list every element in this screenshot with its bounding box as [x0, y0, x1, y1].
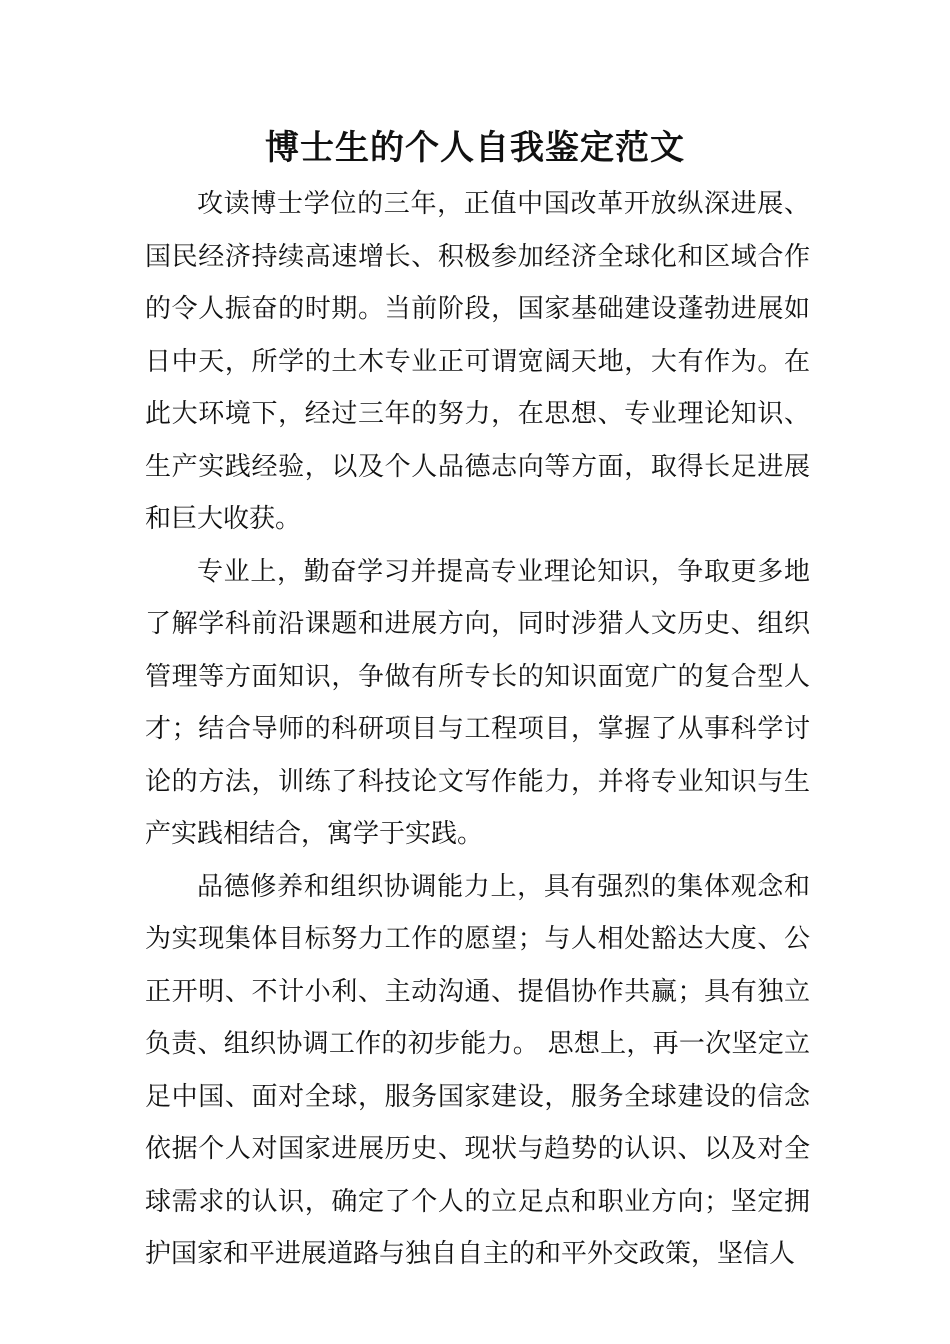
document-body [145, 178, 810, 1281]
document-title: 博士生的个人自我鉴定范文 [265, 128, 685, 168]
paragraph-intro: 攻读博士学位的三年，正值中国改革开放纵深进展、国民经济持续高速增长、积极参加经济全球化和区域合作的令人振奋的时期。当前阶段，国家基础建设蓬勃进展如日中天，所学的土木专业正可谓宽阔天地，大有作为。在此大环境下，经过三年的努力，在思想、专业理论知识、生产实践经验，以及个人品德志向等方面，取得长足进展和巨大收获。 [145, 189, 810, 534]
paragraph-professional: 专业上，勤奋学习并提高专业理论知识，争取更多地了解学科前沿课题和进展方向，同时涉猎人文历史、组织管理等方面知识，争做有所专长的知识面宽广的复合型人才；结合导师的科研项目与工程项目，掌握了从事科学讨论的方法，训练了科技论文写作能力，并将专业知识与生产实践相结合，寓学于实践。 [145, 556, 810, 849]
paragraph-character: 品德修养和组织协调能力上，具有强烈的集体观念和为实现集体目标努力工作的愿望；与人相处豁达大度、公正开明、不计小利、主动沟通、提倡协作共赢；具有独立负责、组织协调工作的初步能力。 思想上，再一次坚定立足中国、面对全球，服务国家建设，服务全球建设的信念依据个人对国家进展历史、现状与趋势的认识、以及对全球需求的认识，确定了个人的立足点和职业方向；坚定拥护国家和平进展道路与独自自主的和平外交政策，坚信人 [145, 871, 810, 1269]
